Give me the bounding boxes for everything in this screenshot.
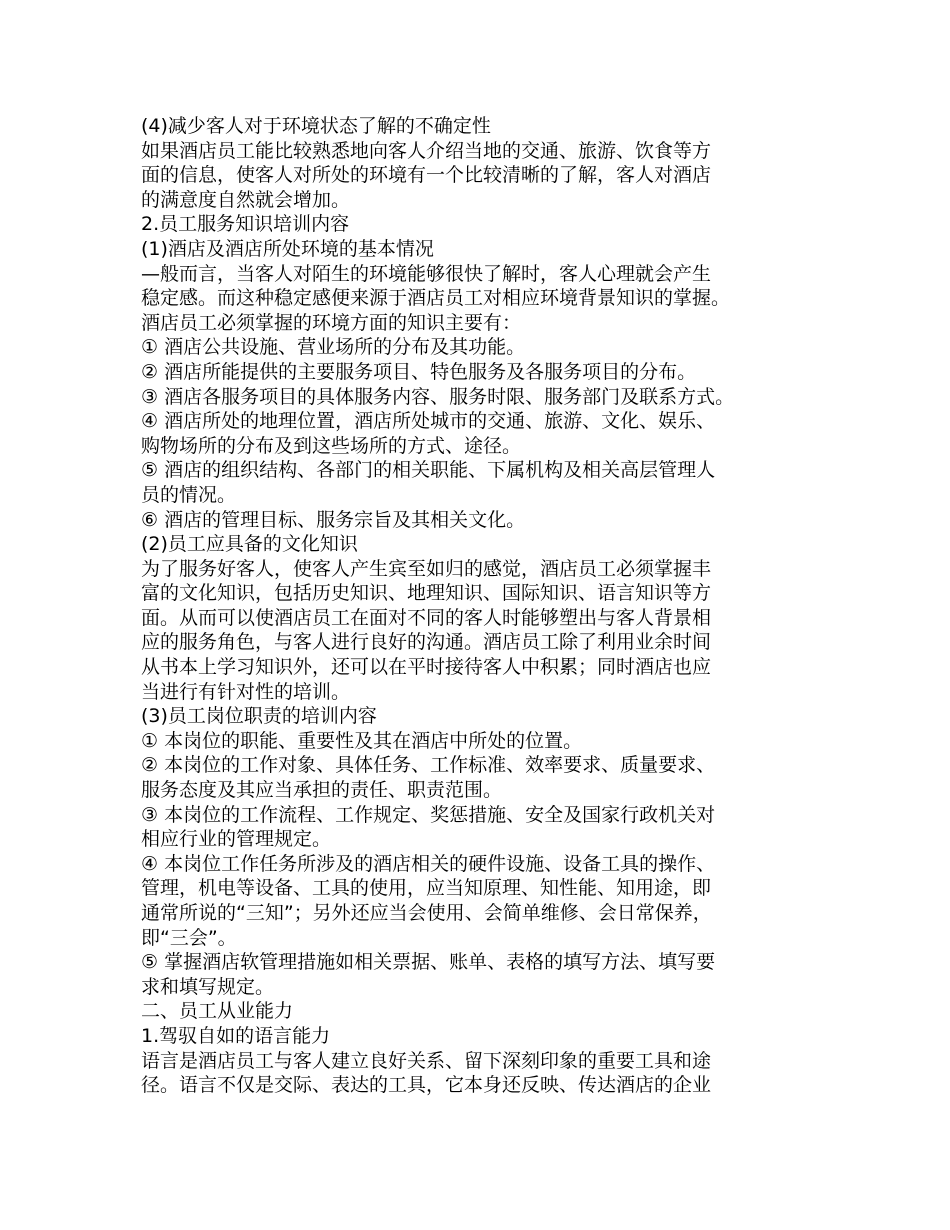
text-line: 即“三会”。 [141, 926, 237, 949]
text-line: ④ 酒店所处的地理位置，酒店所处城市的交通、旅游、文化、娱乐、 [141, 410, 716, 433]
text-line: 如果酒店员工能比较熟悉地向客人介绍当地的交通、旅游、饮食等方 [141, 139, 712, 162]
text-line: 面的信息，使客人对所处的环境有一个比较清晰的了解，客人对酒店 [141, 164, 712, 187]
text-line: (2)员工应具备的文化知识 [141, 533, 358, 556]
text-line: 语言是酒店员工与客人建立良好关系、留下深刻印象的重要工具和途 [141, 1049, 712, 1072]
text-line: 员的情况。 [141, 483, 237, 506]
text-line: 购物场所的分布及到这些场所的方式、途径。 [141, 434, 522, 457]
text-line: 管理，机电等设备、工具的使用，应当知原理、知性能、知用途，即 [141, 877, 712, 900]
text-line: 当进行有针对性的培训。 [141, 680, 351, 703]
text-line: 面。从而可以使酒店员工在面对不同的客人时能够塑出与客人背景相 [141, 606, 712, 629]
text-line: 2.员工服务知识培训内容 [141, 213, 350, 236]
text-line: ① 本岗位的职能、重要性及其在酒店中所处的位置。 [141, 729, 583, 752]
text-line: (1)酒店及酒店所处环境的基本情况 [141, 237, 434, 260]
text-line: (3)员工岗位职责的培训内容 [141, 705, 377, 728]
text-line: 从书本上学习知识外，还可以在平时接待客人中积累；同时酒店也应 [141, 656, 712, 679]
text-line: ⑤ 掌握酒店软管理措施如相关票据、账单、表格的填写方法、填写要 [141, 951, 716, 974]
text-line: ④ 本岗位工作任务所涉及的酒店相关的硬件设施、设备工具的操作、 [141, 852, 716, 875]
text-line: —般而言，当客人对陌生的环境能够很快了解时，客人心理就会产生 [141, 262, 712, 285]
text-line: 1.驾驭自如的语言能力 [141, 1024, 331, 1047]
text-line: 的满意度自然就会增加。 [141, 188, 351, 211]
text-line: 二、员工从业能力 [141, 1000, 294, 1023]
document-body [141, 114, 816, 1098]
text-line: ① 酒店公共设施、营业场所的分布及其功能。 [141, 336, 526, 359]
text-line: 服务态度及其应当承担的责任、职责范围。 [141, 779, 503, 802]
text-line: 酒店员工必须掌握的环境方面的知识主要有： [141, 311, 522, 334]
text-line: 求和填写规定。 [141, 975, 275, 998]
text-line: 为了服务好客人，使客人产生宾至如归的感觉，酒店员工必须掌握丰 [141, 557, 712, 580]
text-line: ③ 酒店各服务项目的具体服务内容、服务时限、服务部门及联系方式。 [141, 385, 735, 408]
text-line: 径。语言不仅是交际、表达的工具，它本身还反映、传达酒店的企业 [141, 1074, 712, 1097]
text-line: (4)减少客人对于环境状态了解的不确定性 [141, 115, 491, 137]
text-line: ⑥ 酒店的管理目标、服务宗旨及其相关文化。 [141, 508, 526, 531]
text-line: 稳定感。而这种稳定感便来源于酒店员工对相应环境背景知识的掌握。 [141, 287, 731, 310]
text-line: ② 酒店所能提供的主要服务项目、特色服务及各服务项目的分布。 [141, 360, 697, 383]
text-line: ② 本岗位的工作对象、具体任务、工作标准、效率要求、质量要求、 [141, 754, 716, 777]
text-line: 应的服务角色，与客人进行良好的沟通。酒店员工除了利用业余时间 [141, 631, 712, 654]
text-line: 通常所说的“三知”；另外还应当会使用、会简单维修、会日常保养， [141, 902, 712, 924]
text-line: ③ 本岗位的工作流程、工作规定、奖惩措施、安全及国家行政机关对 [141, 803, 716, 826]
text-line: ⑤ 酒店的组织结构、各部门的相关职能、下属机构及相关高层管理人 [141, 459, 716, 482]
text-line: 富的文化知识，包括历史知识、地理知识、国际知识、语言知识等方 [141, 582, 712, 605]
text-line: 相应行业的管理规定。 [141, 828, 332, 851]
